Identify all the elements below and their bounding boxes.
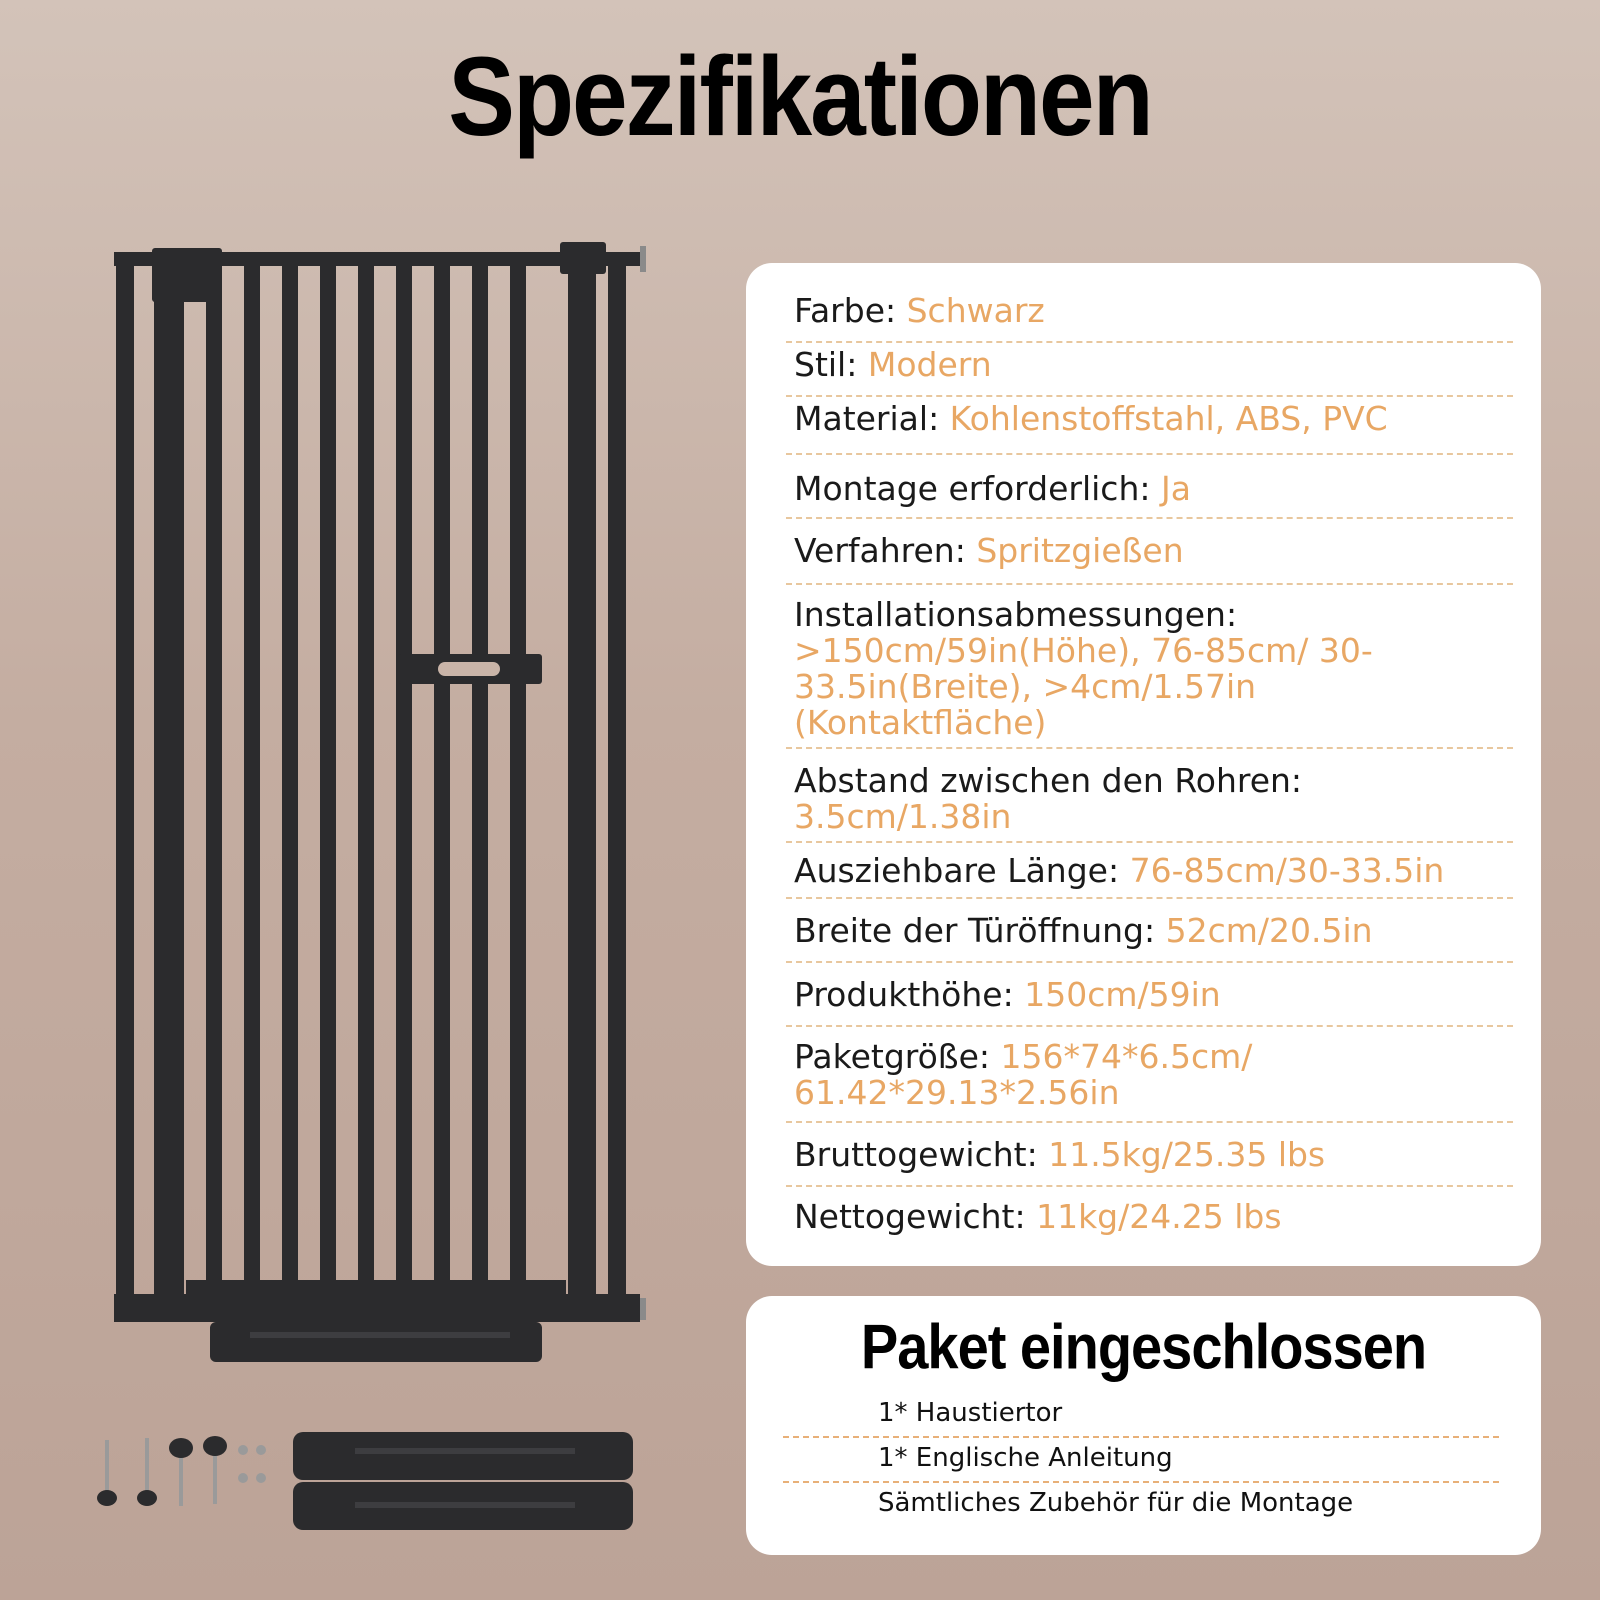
- package-item: 1* Haustiertor: [783, 1396, 1499, 1438]
- spec-key: Bruttogewicht:: [794, 1135, 1049, 1174]
- spec-row-verfahren: [786, 525, 1513, 585]
- spec-row-bruttogewicht: [786, 1129, 1513, 1187]
- spec-row-installationsabmessungen: [786, 591, 1513, 749]
- spec-key: Stil:: [794, 345, 868, 384]
- page-title: Spezifikationen: [448, 34, 1152, 160]
- package-card: [746, 1296, 1541, 1555]
- package-item: Sämtliches Zubehör für die Montage: [878, 1488, 1354, 1518]
- spec-key: Nettogewicht:: [794, 1197, 1037, 1236]
- spec-value: Schwarz: [906, 291, 1045, 330]
- spec-value: >150cm/59in(Höhe), 76-85cm/ 30-33.5in(Breite), >4cm/1.57in (Kontaktfläche): [794, 631, 1373, 742]
- spec-row-stil: [786, 347, 1513, 397]
- spec-value: Modern: [867, 345, 992, 384]
- spec-key: Produkthöhe:: [794, 975, 1025, 1014]
- spec-value: 156*74*6.5cm/ 61.42*29.13*2.56in: [794, 1037, 1253, 1112]
- package-item: 1* Englische Anleitung: [783, 1441, 1499, 1483]
- spec-value: 11kg/24.25 lbs: [1036, 1197, 1282, 1236]
- accessories-image: [95, 1420, 655, 1540]
- spec-value: 52cm/20.5in: [1165, 911, 1373, 950]
- spec-row-paketgroesse: [786, 1033, 1513, 1123]
- spec-key: Material:: [794, 399, 950, 438]
- spec-row-material: [786, 401, 1513, 455]
- spec-row-farbe: [786, 293, 1513, 343]
- spec-key: Breite der Türöffnung:: [794, 911, 1166, 950]
- spec-row-nettogewicht: [786, 1193, 1513, 1243]
- spec-key: Ausziehbare Länge:: [794, 851, 1130, 890]
- spec-key: Verfahren:: [794, 531, 977, 570]
- spec-key: Paketgröße:: [794, 1037, 1001, 1076]
- spec-value: Kohlenstoffstahl, ABS, PVC: [949, 399, 1388, 438]
- spec-value: Ja: [1160, 469, 1191, 508]
- spec-value: 76-85cm/30-33.5in: [1129, 851, 1445, 890]
- spec-key: Montage erforderlich:: [794, 469, 1161, 508]
- pet-gate-image: [100, 240, 680, 1380]
- spec-row-abstand: [786, 755, 1513, 843]
- spec-row-breite-tueroeffnung: [786, 905, 1513, 963]
- package-title: Paket eingeschlossen: [860, 1311, 1427, 1382]
- spec-key: Installationsabmessungen:: [794, 595, 1238, 634]
- spec-row-montage: [786, 461, 1513, 519]
- specifications-card: [746, 263, 1541, 1266]
- spec-value: 3.5cm/1.38in: [794, 797, 1012, 836]
- spec-key: Abstand zwischen den Rohren:: [794, 761, 1303, 800]
- spec-value: 11.5kg/25.35 lbs: [1048, 1135, 1326, 1174]
- spec-row-ausziehbare-laenge: [786, 847, 1513, 899]
- spec-value: 150cm/59in: [1024, 975, 1221, 1014]
- spec-value: Spritzgießen: [976, 531, 1184, 570]
- spec-key: Farbe:: [794, 291, 907, 330]
- spec-row-produkthoehe: [786, 969, 1513, 1027]
